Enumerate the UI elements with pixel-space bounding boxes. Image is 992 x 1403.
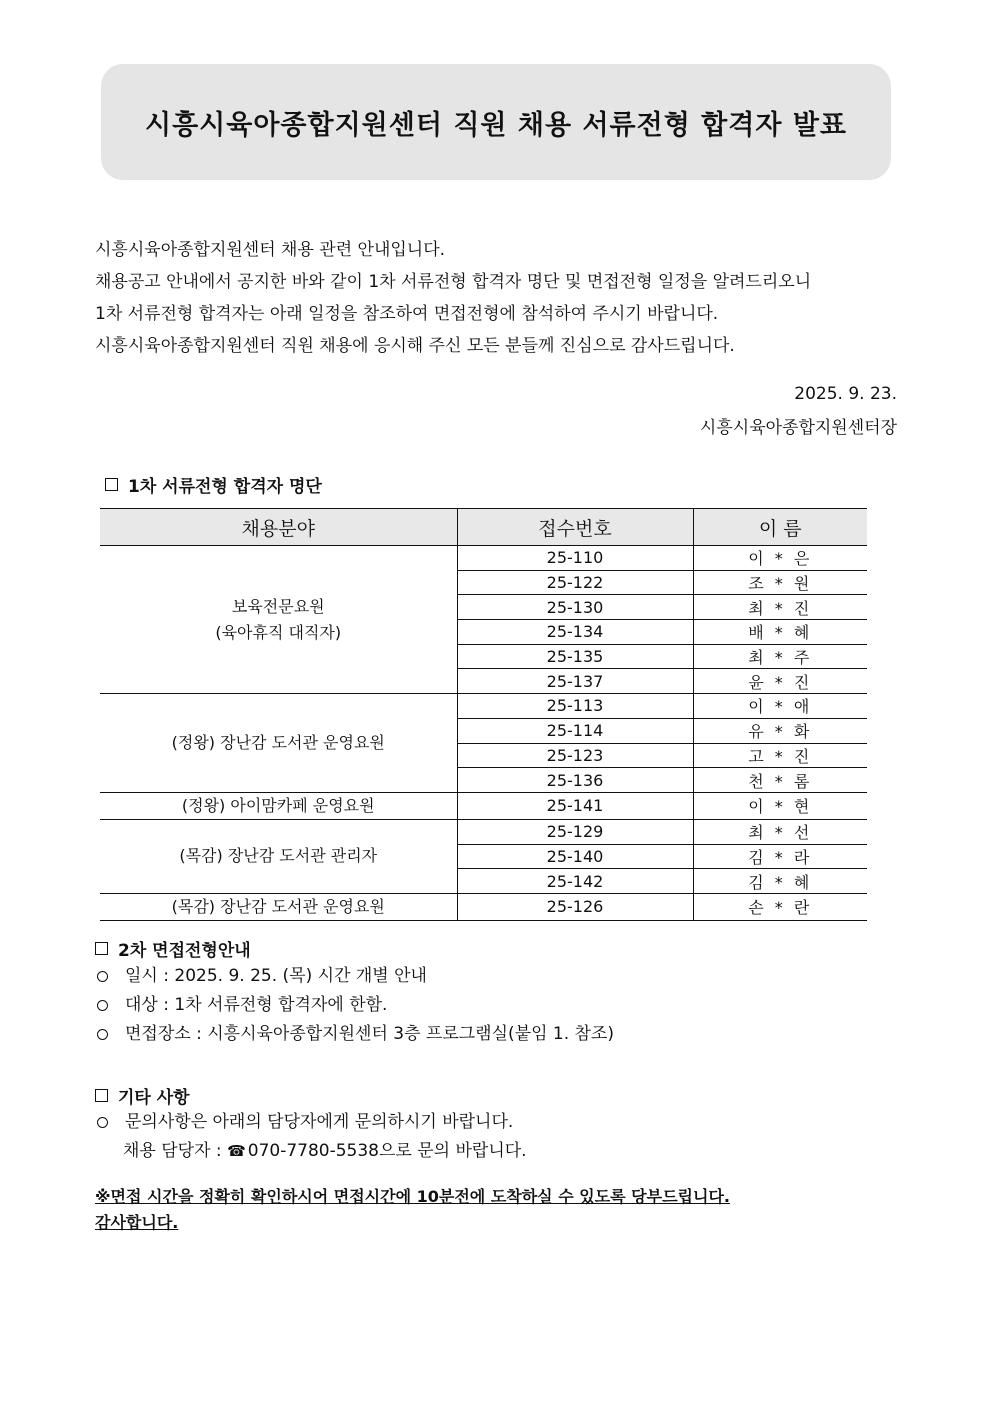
recruitment-field-cell [100, 893, 457, 920]
note-line: ※면접 시간을 정확히 확인하시어 면접시간에 10분전에 도착하실 수 있도록 당부드립니다. [95, 1187, 730, 1206]
table-row [100, 792, 867, 819]
contact-text: 070-7780-5538으로 문의 바랍니다. [247, 1141, 527, 1161]
checkbox-square-icon [95, 942, 108, 955]
section2-title: 2차 면접전형안내 [118, 941, 251, 961]
applicant-name-cell: 이 * 애 [693, 694, 867, 719]
signer: 시흥시육아종합지원센터장 [699, 418, 897, 438]
applicant-name-cell: 김 * 혜 [693, 869, 867, 894]
receipt-number-cell: 25-110 [457, 546, 693, 571]
section3-heading [95, 1083, 190, 1108]
interview-target: 대상 : 1차 서류전형 합격자에 한함. [125, 995, 388, 1015]
contact-line [95, 1137, 527, 1166]
page-title: 시흥시육아종합지원센터 직원 채용 서류전형 합격자 발표 [145, 109, 847, 141]
contact-prefix: 채용 담당자 : [123, 1141, 228, 1161]
applicant-name-cell: 손 * 란 [693, 893, 867, 920]
recruitment-field-cell [100, 694, 457, 793]
section3-title: 기타 사항 [118, 1088, 190, 1108]
table-body [100, 546, 867, 921]
intro-line: 시흥시육아종합지원센터 직원 채용에 응시해 주신 모든 분들께 진심으로 감사드립니다. [95, 336, 735, 356]
intro-line: 시흥시육아종합지원센터 채용 관련 안내입니다. [95, 240, 446, 260]
column-header-number: 접수번호 [457, 509, 693, 546]
recruitment-field-cell [100, 819, 457, 893]
announcement-date: 2025. 9. 23. [794, 384, 897, 404]
table-row [100, 546, 867, 571]
note-line: 감사합니다. [95, 1213, 179, 1232]
receipt-number-cell: 25-126 [457, 893, 693, 920]
recruitment-field-text: (목감) 장난감 도서관 운영요원 [171, 896, 385, 916]
applicant-name-cell: 이 * 은 [693, 546, 867, 571]
interview-location: 면접장소 : 시흥시육아종합지원센터 3층 프로그램실(붙임 1. 참조) [125, 1024, 614, 1044]
receipt-number-cell: 25-137 [457, 669, 693, 694]
applicant-name-cell: 김 * 라 [693, 844, 867, 869]
receipt-number-cell: 25-134 [457, 620, 693, 645]
interview-info-list [95, 962, 614, 1049]
intro-paragraph [95, 234, 905, 362]
recruitment-field-text: (정왕) 아이맘카페 운영요원 [181, 795, 375, 815]
intro-line: 채용공고 안내에서 공지한 바와 같이 1차 서류전형 합격자 명단 및 면접전형 일정을 알려드리오니 [95, 272, 812, 292]
recruitment-field-text: (정왕) 장난감 도서관 운영요원 [171, 733, 385, 752]
recruitment-field-text: (육아휴직 대직자) [215, 622, 342, 642]
receipt-number-cell: 25-140 [457, 844, 693, 869]
applicant-name-cell: 윤 * 진 [693, 669, 867, 694]
applicant-name-cell: 천 * 롬 [693, 768, 867, 793]
recruitment-field-text: (목감) 장난감 도서관 관리자 [179, 846, 378, 866]
applicant-name-cell: 조 * 원 [693, 570, 867, 595]
recruitment-field-cell [100, 792, 457, 819]
column-header-name: 이 름 [693, 509, 867, 546]
table-row [100, 819, 867, 844]
interview-date: 일시 : 2025. 9. 25. (목) 시간 개별 안내 [125, 966, 427, 986]
checkbox-square-icon [95, 1089, 108, 1102]
list-item [95, 1020, 614, 1049]
closing-note [95, 1184, 730, 1236]
table-row [100, 893, 867, 920]
circle-bullet-icon [97, 1000, 108, 1011]
recruitment-field-cell [100, 546, 457, 694]
applicant-table [100, 508, 867, 921]
applicant-name-cell: 최 * 선 [693, 819, 867, 844]
phone-icon: ☎ [227, 1142, 246, 1160]
circle-bullet-icon [97, 971, 108, 982]
receipt-number-cell: 25-114 [457, 718, 693, 743]
section2-heading [95, 936, 251, 961]
list-item [95, 1108, 527, 1137]
receipt-number-cell: 25-113 [457, 694, 693, 719]
receipt-number-cell: 25-136 [457, 768, 693, 793]
applicant-name-cell: 유 * 화 [693, 718, 867, 743]
receipt-number-cell: 25-122 [457, 570, 693, 595]
applicant-name-cell: 이 * 현 [693, 792, 867, 819]
receipt-number-cell: 25-141 [457, 792, 693, 819]
section1-heading [105, 472, 322, 497]
receipt-number-cell: 25-129 [457, 819, 693, 844]
applicant-name-cell: 고 * 진 [693, 743, 867, 768]
receipt-number-cell: 25-135 [457, 644, 693, 669]
receipt-number-cell: 25-123 [457, 743, 693, 768]
column-header-field: 채용분야 [100, 509, 457, 546]
recruitment-field-text: 보육전문요원 [231, 596, 325, 616]
title-banner [101, 64, 891, 180]
table-header-row [100, 509, 867, 546]
other-info-list [95, 1108, 527, 1166]
list-item [95, 962, 614, 991]
circle-bullet-icon [97, 1029, 108, 1040]
table-row [100, 694, 867, 719]
receipt-number-cell: 25-142 [457, 869, 693, 894]
applicant-name-cell: 최 * 주 [693, 644, 867, 669]
intro-line: 1차 서류전형 합격자는 아래 일정을 참조하여 면접전형에 참석하여 주시기 바랍니다. [95, 304, 719, 324]
inquiry-text: 문의사항은 아래의 담당자에게 문의하시기 바랍니다. [125, 1112, 514, 1132]
list-item [95, 991, 614, 1020]
receipt-number-cell: 25-130 [457, 595, 693, 620]
applicant-name-cell: 배 * 혜 [693, 620, 867, 645]
circle-bullet-icon [97, 1117, 108, 1128]
section1-title: 1차 서류전형 합격자 명단 [128, 477, 322, 497]
applicant-name-cell: 최 * 진 [693, 595, 867, 620]
checkbox-square-icon [105, 478, 118, 491]
